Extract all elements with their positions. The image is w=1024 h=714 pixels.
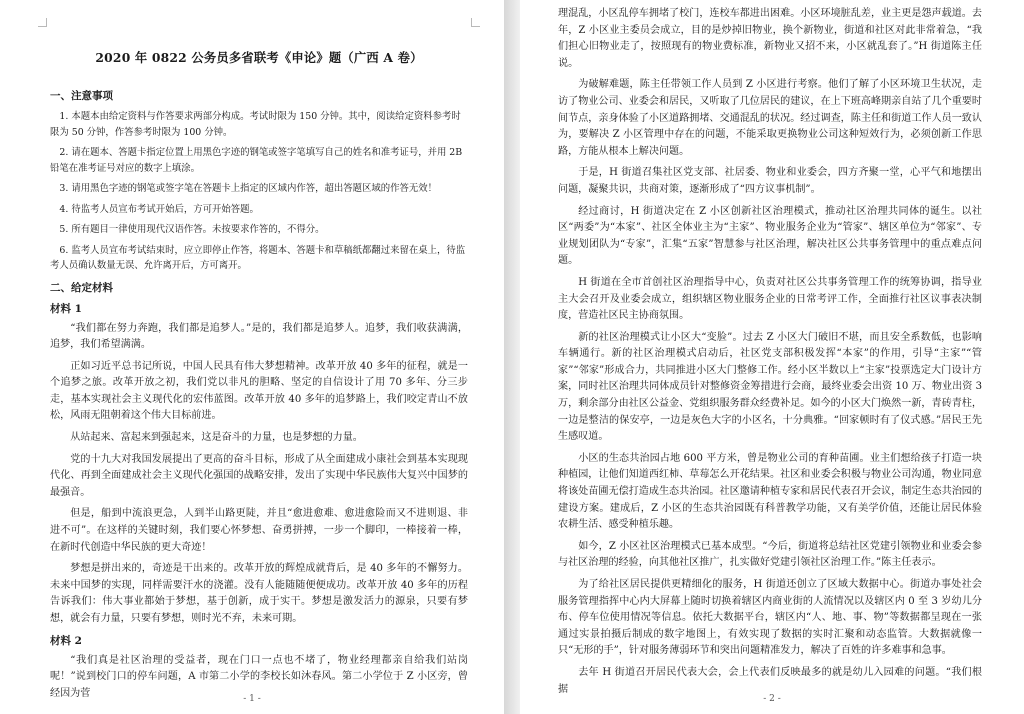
paragraph: 如今，Z 小区社区治理模式已基本成型。“今后，街道将总结社区党建引领物业和业委会参与社区治理的经验，向其他社区推广，扎实做好党建引领社区治理工作。”陈主任表示。 bbox=[558, 540, 982, 569]
page-gutter bbox=[504, 0, 520, 714]
page-2-body bbox=[558, 6, 982, 698]
paragraph: 为了给社区居民提供更精细化的服务，H 街道还创立了区域大数据中心。街道办事处社会服务管理指挥中心内大屏幕上随时切换着辖区内商业街的人流情况以及辖区内 0 至 3 岁幼儿分布、停车位使用情况等信息。依托大数据平台，辖区内“人、地、事、物”等数据都呈现在一张通过实景拍摄后制成的数字地图上，有效实现了数据的实时汇聚和动态监管。大数据就像一只“无形的手”，针对服务薄弱环节和突出问题精准发力，解决了百姓的许多难事和急事。 bbox=[558, 579, 982, 657]
paragraph: 理混乱，小区乱停车拥堵了校门，连校车都进出困难。小区环境脏乱差，业主更是怨声载道。去年，Z 小区业主委员会成立，目的是炒掉旧物业，换个新物业，街道和社区对此非常着急，“我们担心旧物业走了，按照现有的物业费标准，新物业又招不来，小区就乱套了。”H 街道陈主任说。 bbox=[558, 8, 982, 69]
paragraph: 从站起来、富起来到强起来，这是奋斗的力量，也是梦想的力量。 bbox=[70, 432, 363, 444]
paragraph: 正如习近平总书记所说，中国人民具有伟大梦想精神。改革开放 40 多年的征程，就是一个追梦之旅。改革开放之初，我们党以非凡的胆略、坚定的自信设计了用 70 多年、分三步走，基本实现社会主义现代化的宏伟蓝图。改革开放 40 多年的追梦路上，我们咬定青山不放松，风雨无阻朝着这个伟大目标前进。 bbox=[50, 360, 468, 422]
note-item: 4. 待监考人员宣布考试开始后，方可开始答题。 bbox=[59, 203, 259, 215]
document-page-2 bbox=[520, 0, 1024, 714]
document-title: 2020 年 0822 公务员多省联考《申论》题（广西 A 卷） bbox=[95, 50, 423, 65]
section-heading-materials: 二、给定材料 bbox=[50, 281, 113, 294]
crop-mark bbox=[471, 18, 480, 27]
paragraph: 去年 H 街道召开居民代表大会，会上代表们反映最多的就是幼儿入园难的问题。“我们根据 bbox=[558, 666, 982, 695]
paragraph: 但是，船到中流浪更急，人到半山路更陡，并且“愈进愈难、愈进愈险而又不进则退、非进不可”。在这样的关键时刻，我们要心怀梦想、奋勇拼搏，一步一个脚印，一棒接着一棒，在新时代创造中华民族的更大奇迹！ bbox=[50, 508, 468, 553]
material-1-heading: 材料 1 bbox=[50, 302, 82, 315]
page-number: - 2 - bbox=[763, 694, 781, 704]
paragraph: 经过商讨，H 街道决定在 Z 小区创新社区治理模式，推动社区治理共同体的诞生。以社区“两委”为“本家”、社区全体业主为“主家”、物业服务企业为“管家”、辖区单位为“邻家”、专业规划团队为“专家”，汇集“五家”智慧参与社区治理，解决社区公共事务管理中的重点难点问题。 bbox=[558, 205, 982, 267]
paragraph: 党的十九大对我国发展提出了更高的奋斗目标，形成了从全面建成小康社会到基本实现现代化、再到全面建成社会主义现代化强国的战略安排，发出了实现中华民族伟大复兴中国梦的最强音。 bbox=[50, 453, 468, 498]
crop-mark bbox=[38, 18, 47, 27]
paragraph: 于是，H 街道召集社区党支部、社居委、物业和业委会，四方齐聚一堂，心平气和地摆出问题，凝聚共识，共商对策，逐渐形成了“四方议事机制”。 bbox=[558, 167, 982, 195]
paragraph: “我们都在努力奔跑，我们都是追梦人。”是的，我们都是追梦人。追梦，我们收获满满，追梦，我们希望满满。 bbox=[50, 322, 468, 351]
paragraph: 梦想是拼出来的，奇迹是干出来的。改革开放的辉煌成就背后，是 40 多年的不懈努力。未来中国梦的实现，同样需要汗水的浇灌。没有人能随随便便成功。改革开放 40 多年的历程告诉我们：伟大事业都始于梦想，基于创新，成于实干。梦想是激发活力的源泉，只要有梦想，就会有力量，只要有梦想，则时光不弃，未来可期。 bbox=[50, 563, 468, 624]
paragraph: H 街道在全市首创社区治理指导中心，负责对社区公共事务管理工作的统筹协调，指导业主大会召开及业委会成立，组织辖区物业服务企业的日常考评工作，全面推行社区议事表决制度，营造社区民主协商氛围。 bbox=[558, 276, 982, 322]
paragraph: “我们真是社区治理的受益者，现在门口一点也不堵了，物业经理都亲自给我们站岗呢！”说到校门口的停车问题，A 市第二小学的李校长如沐春风。第二小学位于 Z 小区旁，曾经因为菅 bbox=[50, 654, 468, 699]
note-item: 5. 所有题目一律使用现代汉语作答。未按要求作答的，不得分。 bbox=[59, 224, 325, 235]
document-page-1 bbox=[0, 0, 504, 714]
note-item: 1. 本题本由给定资料与作答要求两部分构成。考试时限为 150 分钟。其中，阅读给定资料参考时限为 50 分钟，作答参考时限为 100 分钟。 bbox=[50, 111, 461, 138]
paragraph: 新的社区治理模式让小区大“变脸”。过去 Z 小区大门破旧不堪，而且安全系数低，也影响车辆通行。新的社区治理模式启动后，社区党支部积极发挥“本家”的作用，引导“主家”“管家”“邻家”形成合力，共同推进小区大门整修工作。经小区半数以上“主家”投票选定大门设计方案，同时社区治理共同体成员针对整修资金筹措进行会商，最终业委会出资 10 万、物业出资 3 万，剩余部分由社区公益金、党组织服务群众经费补足。如今的小区大门焕然一新，青砖青柱，一边是整洁的保安亭，一边是灰色大字的小区名，十分典雅。“回家顿时有了仪式感。”居民王先生感叹道。 bbox=[558, 331, 982, 443]
material-2-heading: 材料 2 bbox=[50, 634, 82, 647]
note-item: 2. 请在题本、答题卡指定位置上用黑色字迹的钢笔或签字笔填写自己的姓名和准考证号，并用 2B 铅笔在准考证号对应的数字上填涂。 bbox=[50, 147, 463, 174]
page-number: - 1 - bbox=[243, 694, 261, 704]
note-item: 3. 请用黑色字迹的钢笔或签字笔在答题卡上指定的区域内作答，超出答题区域的作答无效！ bbox=[59, 183, 437, 194]
note-item: 6. 监考人员宣布考试结束时，应立即停止作答，将题本、答题卡和草稿纸都翻过来留在桌上，待监考人员确认数量无误、允许离开后，方可离开。 bbox=[50, 244, 466, 271]
paragraph: 为破解难题，陈主任带领工作人员到 Z 小区进行考察。他们了解了小区环境卫生状况，走访了物业公司、业委会和居民，又听取了几位居民的建议，在上下班高峰期亲自站了几个重要时间节点，亲身体验了小区道路拥堵、交通混乱的状况。经过调查，陈主任和街道工作人员一致认为，要解决 Z 小区管理中存在的问题，不能采取更换物业公司这种短效行为，必须创新工作思路，方能从根本上解决问题。 bbox=[558, 79, 982, 157]
paragraph: 小区的生态共治园占地 600 平方米，曾是物业公司的育种苗圃。业主们想给孩子打造一块种植园，让他们知道西红柿、草莓怎么开花结果。社区和业委会积极与物业公司沟通，物业同意将该处苗圃无偿打造成生态共治园。社区邀请种植专家和居民代表召开会议，制定生态共治园的建设方案。建成后，Z 小区的生态共治园既有科普教学功能，又有美学价值，还能让居民体验农耕生活、感受种植乐趣。 bbox=[558, 452, 982, 531]
section-heading-notes: 一、注意事项 bbox=[50, 90, 113, 102]
